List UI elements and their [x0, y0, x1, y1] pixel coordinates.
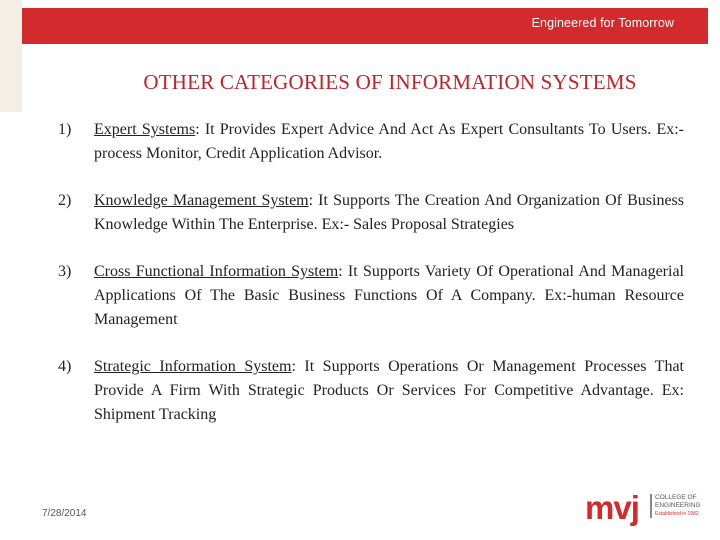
logo-text [650, 494, 701, 518]
header-tagline: Engineered for Tomorrow [531, 16, 674, 30]
item-text [94, 118, 684, 166]
item-description: : It Supports Operations Or Management Processes That Provide A Firm With Strategic Products Or Services For Competitive Advantage. Ex: Shipment Tracking [94, 358, 685, 423]
item-keyword: Strategic Information System [94, 358, 292, 375]
item-number: 3) [58, 263, 72, 280]
item-description: : It Supports Variety Of Operational And Managerial Applications Of The Basic Business Functions Of A Company. Ex:-human Resource Management [94, 263, 684, 328]
item-text [94, 189, 684, 237]
category-list [58, 118, 684, 450]
logo-line-2: ENGINEERING [655, 502, 701, 509]
item-text [94, 355, 684, 427]
item-keyword: Cross Functional Information System [94, 263, 339, 280]
list-item [58, 260, 684, 332]
item-number: 2) [58, 192, 72, 209]
logo-mark: mvj [585, 489, 639, 526]
item-text [94, 260, 684, 332]
college-logo [585, 490, 703, 526]
item-number: 4) [58, 358, 72, 375]
list-item [58, 189, 684, 237]
list-item [58, 355, 684, 427]
list-item [58, 118, 684, 166]
item-description: : It Provides Expert Advice And Act As Expert Consultants To Users. Ex:-process Monitor, Credit Application Advisor. [94, 121, 684, 162]
item-number: 1) [58, 121, 72, 138]
left-accent-strip [0, 0, 22, 112]
item-keyword: Expert Systems [94, 121, 196, 138]
logo-established: Established in 1982 [655, 511, 699, 517]
item-description: : It Supports The Creation And Organization Of Business Knowledge Within The Enterprise. Ex:- Sales Proposal Strategies [94, 192, 684, 233]
logo-line-1: COLLEGE OF [655, 494, 697, 501]
item-keyword: Knowledge Management System [94, 192, 309, 209]
slide-title: OTHER CATEGORIES OF INFORMATION SYSTEMS [143, 70, 637, 94]
footer-date: 7/28/2014 [42, 508, 87, 519]
